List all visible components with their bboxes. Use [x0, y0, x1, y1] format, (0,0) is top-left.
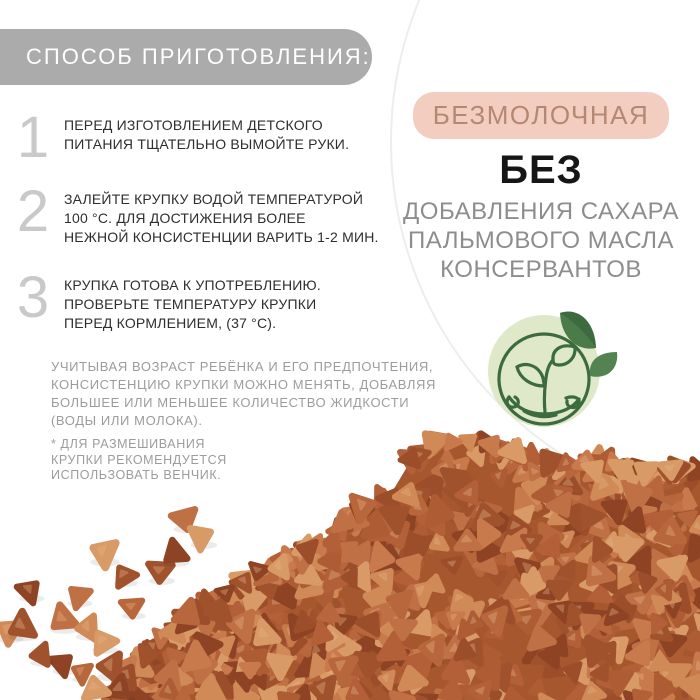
step-text-1: ПЕРЕД ИЗГОТОВЛЕНИЕМ ДЕТСКОГО ПИТАНИЯ ТЩАТЕЛЬНО ВЫМОЙТЕ РУКИ.	[64, 117, 350, 152]
preparation-title: СПОСОБ ПРИГОТОВЛЕНИЯ:	[26, 44, 371, 69]
consistency-note: УЧИТЫВАЯ ВОЗРАСТ РЕБЁНКА И ЕГО ПРЕДПОЧТЕНИЯ, КОНСИСТЕНЦИЮ КРУПКИ МОЖНО МЕНЯТЬ, ДОБАВЛЯЯ БОЛЬШЕЕ ИЛИ МЕНЬШЕЕ КОЛИЧЕСТВО ЖИДКОСТИ (ВОДЫ ИЛИ МОЛОКА).	[51, 359, 437, 428]
without-item-palm-oil: ПАЛЬМОВОГО МАСЛА	[407, 227, 675, 254]
without-item-sugar: ДОБАВЛЕНИЯ САХАРА	[403, 198, 679, 225]
preparation-title-banner	[0, 29, 372, 85]
dairy-free-badge-row	[385, 92, 697, 139]
step-text-2: ЗАЛЕЙТЕ КРУПКУ ВОДОЙ ТЕМПЕРАТУРОЙ 100 °C. ДЛЯ ДОСТИЖЕНИЯ БОЛЕЕ НЕЖНОЙ КОНСИСТЕНЦИИ ВАРИТЬ 1-2 МИН.	[64, 191, 379, 245]
prep-step-2	[12, 179, 379, 247]
prep-step-3	[12, 265, 321, 333]
without-heading: БЕЗ	[499, 148, 583, 192]
step-text-3: КРУПКА ГОТОВА К УПОТРЕБЛЕНИЮ. ПРОВЕРЬТЕ ТЕМПЕРАТУРУ КРУПКИ ПЕРЕД КОРМЛЕНИЕМ, (37 °C).	[64, 277, 321, 331]
step-number-3: 3	[16, 265, 50, 330]
without-item-preservatives: КОНСЕРВАНТОВ	[440, 256, 642, 283]
step-number-1: 1	[16, 105, 50, 170]
step-number-2: 2	[16, 179, 50, 244]
buckwheat-photo	[0, 400, 700, 700]
dairy-free-badge: БЕЗМОЛОЧНАЯ	[413, 92, 670, 139]
prep-step-1	[12, 105, 350, 170]
claims-block	[385, 92, 697, 284]
whisk-note: * ДЛЯ РАЗМЕШИВАНИЯ КРУПКИ РЕКОМЕНДУЕТСЯ ИСПОЛЬЗОВАТЬ ВЕНЧИК.	[51, 437, 227, 482]
